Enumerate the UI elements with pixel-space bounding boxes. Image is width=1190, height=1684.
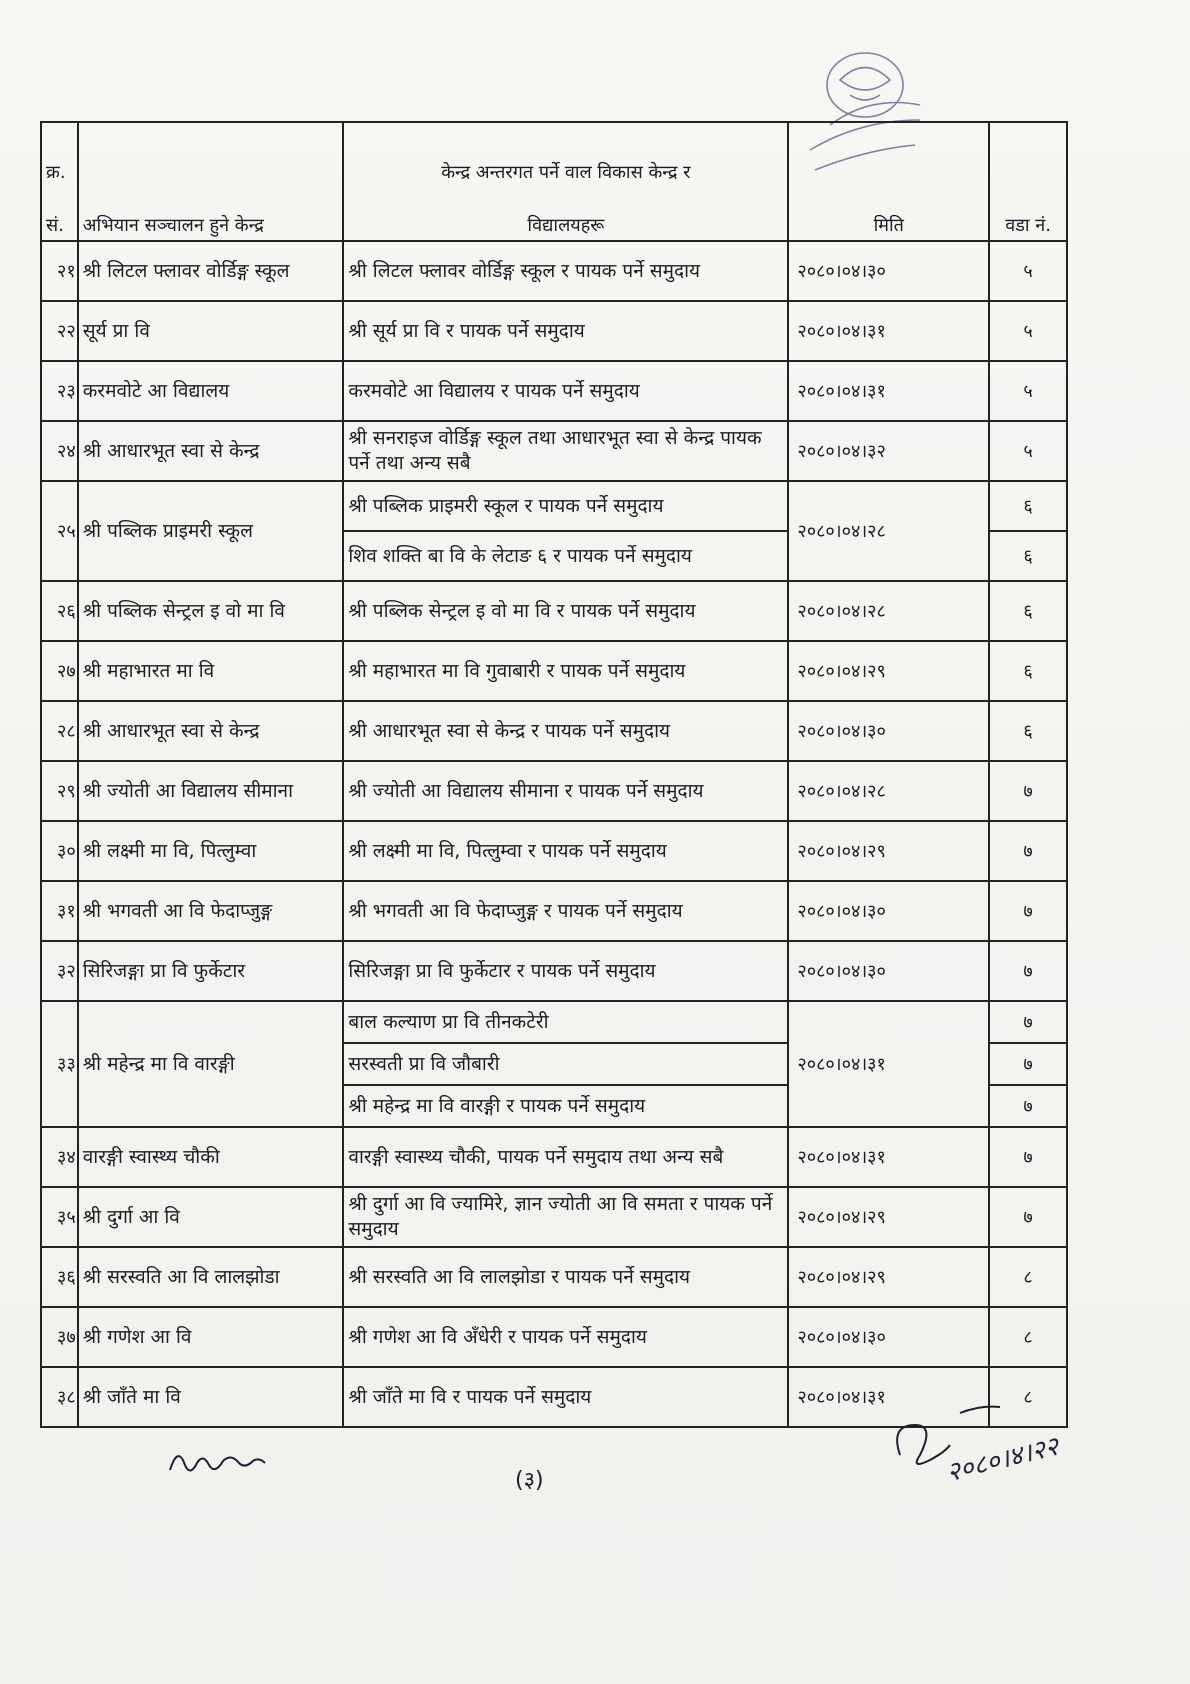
date-cell: २०८०।०४।३१ xyxy=(788,1127,989,1187)
table-row xyxy=(41,1187,1067,1247)
school-cell: सिरिजङ्गा प्रा वि फुर्केटार र पायक पर्ने समुदाय xyxy=(343,941,788,1001)
serial-cell: २३ xyxy=(41,361,78,421)
school-cell: श्री ज्योती आ विद्यालय सीमाना र पायक पर्ने समुदाय xyxy=(343,761,788,821)
center-cell: करमवोटे आ विद्यालय xyxy=(78,361,344,421)
table-row xyxy=(41,641,1067,701)
school-cell: शिव शक्ति बा वि के लेटाङ ६ र पायक पर्ने समुदाय xyxy=(343,531,788,581)
header-ward: वडा नं. xyxy=(989,122,1067,241)
header-center: अभियान सञ्चालन हुने केन्द्र xyxy=(78,122,344,241)
center-cell: श्री सरस्वति आ वि लालझोडा xyxy=(78,1247,344,1307)
center-cell: श्री पब्लिक सेन्ट्रल इ वो मा वि xyxy=(78,581,344,641)
table-row xyxy=(41,701,1067,761)
date-cell: २०८०।०४।३२ xyxy=(788,421,989,481)
table-row xyxy=(41,241,1067,301)
center-cell: श्री महेन्द्र मा वि वारङ्गी xyxy=(78,1001,344,1127)
school-cell: श्री सूर्य प्रा वि र पायक पर्ने समुदाय xyxy=(343,301,788,361)
date-cell: २०८०।०४।३० xyxy=(788,1307,989,1367)
school-cell: श्री पब्लिक प्राइमरी स्कूल र पायक पर्ने समुदाय xyxy=(343,481,788,531)
table-row xyxy=(41,761,1067,821)
center-cell: सिरिजङ्गा प्रा वि फुर्केटार xyxy=(78,941,344,1001)
ward-cell: ७ xyxy=(989,821,1067,881)
header-schools-top: केन्द्र अन्तरगत पर्ने वाल विकास केन्द्र र xyxy=(441,162,691,183)
ward-cell: ७ xyxy=(989,1001,1067,1043)
ward-cell: ७ xyxy=(989,1127,1067,1187)
header-schools-bottom: विद्यालयहरू xyxy=(527,215,605,236)
date-cell: २०८०।०४।३१ xyxy=(788,1001,989,1127)
school-cell: श्री गणेश आ वि अँधेरी र पायक पर्ने समुदाय xyxy=(343,1307,788,1367)
serial-cell: ३१ xyxy=(41,881,78,941)
serial-cell: २१ xyxy=(41,241,78,301)
table-row xyxy=(41,1001,1067,1043)
ward-cell: ७ xyxy=(989,1187,1067,1247)
table-row xyxy=(41,581,1067,641)
table-row xyxy=(41,881,1067,941)
date-cell: २०८०।०४।३० xyxy=(788,881,989,941)
table-row xyxy=(41,1247,1067,1307)
signature-date: २०८०।४।२२ xyxy=(943,1431,1062,1489)
campaign-table xyxy=(40,121,1068,1428)
center-cell: श्री महाभारत मा वि xyxy=(78,641,344,701)
serial-cell: ३३ xyxy=(41,1001,78,1127)
center-cell: श्री आधारभूत स्वा से केन्द्र xyxy=(78,701,344,761)
serial-cell: ३५ xyxy=(41,1187,78,1247)
date-cell: २०८०।०४।३१ xyxy=(788,301,989,361)
center-cell: श्री भगवती आ वि फेदाप्जुङ्ग xyxy=(78,881,344,941)
table-row xyxy=(41,821,1067,881)
table-row xyxy=(41,481,1067,531)
date-cell: २०८०।०४।३१ xyxy=(788,361,989,421)
serial-cell: ३० xyxy=(41,821,78,881)
school-cell: वारङ्गी स्वास्थ्य चौकी, पायक पर्ने समुदाय तथा अन्य सबै xyxy=(343,1127,788,1187)
school-cell: श्री आधारभूत स्वा से केन्द्र र पायक पर्ने समुदाय xyxy=(343,701,788,761)
school-cell: श्री सरस्वति आ वि लालझोडा र पायक पर्ने समुदाय xyxy=(343,1247,788,1307)
ward-cell: ५ xyxy=(989,301,1067,361)
serial-cell: २२ xyxy=(41,301,78,361)
school-cell: श्री लिटल फ्लावर वोर्डिङ्ग स्कूल र पायक पर्ने समुदाय xyxy=(343,241,788,301)
ward-cell: ७ xyxy=(989,941,1067,1001)
date-cell: २०८०।०४।३० xyxy=(788,241,989,301)
school-cell: श्री पब्लिक सेन्ट्रल इ वो मा वि र पायक पर्ने समुदाय xyxy=(343,581,788,641)
center-cell: वारङ्गी स्वास्थ्य चौकी xyxy=(78,1127,344,1187)
ward-cell: ७ xyxy=(989,881,1067,941)
serial-cell: ३६ xyxy=(41,1247,78,1307)
table-row xyxy=(41,941,1067,1001)
signature-left-icon xyxy=(165,1440,285,1490)
date-cell: २०८०।०४।२९ xyxy=(788,641,989,701)
center-cell: श्री लिटल फ्लावर वोर्डिङ्ग स्कूल xyxy=(78,241,344,301)
table-row xyxy=(41,301,1067,361)
date-cell: २०८०।०४।२९ xyxy=(788,821,989,881)
ward-cell: ५ xyxy=(989,241,1067,301)
table-row xyxy=(41,1307,1067,1367)
header-serial-bottom: सं. xyxy=(46,215,64,236)
ward-cell: ७ xyxy=(989,1085,1067,1127)
date-cell: २०८०।०४।२८ xyxy=(788,761,989,821)
serial-cell: २४ xyxy=(41,421,78,481)
ward-cell: ७ xyxy=(989,1043,1067,1085)
header-date: मिति xyxy=(788,122,989,241)
school-cell: श्री दुर्गा आ वि ज्यामिरे, ज्ञान ज्योती आ वि समता र पायक पर्ने समुदाय xyxy=(343,1187,788,1247)
header-serial-top: क्र. xyxy=(46,162,66,183)
school-cell: श्री सनराइज वोर्डिङ्ग स्कूल तथा आधारभूत स्वा से केन्द्र पायक पर्ने तथा अन्य सबै xyxy=(343,421,788,481)
ward-cell: ७ xyxy=(989,761,1067,821)
center-cell: श्री ज्योती आ विद्यालय सीमाना xyxy=(78,761,344,821)
ward-cell: ५ xyxy=(989,421,1067,481)
serial-cell: ३२ xyxy=(41,941,78,1001)
school-cell: श्री भगवती आ वि फेदाप्जुङ्ग र पायक पर्ने समुदाय xyxy=(343,881,788,941)
ward-cell: ५ xyxy=(989,361,1067,421)
school-cell: सरस्वती प्रा वि जौबारी xyxy=(343,1043,788,1085)
table-row xyxy=(41,421,1067,481)
serial-cell: २७ xyxy=(41,641,78,701)
date-cell: २०८०।०४।३१ xyxy=(788,1367,989,1427)
date-cell: २०८०।०४।२९ xyxy=(788,1247,989,1307)
serial-cell: ३८ xyxy=(41,1367,78,1427)
center-cell: श्री दुर्गा आ वि xyxy=(78,1187,344,1247)
school-cell: बाल कल्याण प्रा वि तीनकटेरी xyxy=(343,1001,788,1043)
serial-cell: ३४ xyxy=(41,1127,78,1187)
date-cell: २०८०।०४।२८ xyxy=(788,581,989,641)
school-cell: श्री महाभारत मा वि गुवाबारी र पायक पर्ने समुदाय xyxy=(343,641,788,701)
date-cell: २०८०।०४।३० xyxy=(788,941,989,1001)
school-cell: करमवोटे आ विद्यालय र पायक पर्ने समुदाय xyxy=(343,361,788,421)
ward-cell: ८ xyxy=(989,1307,1067,1367)
date-cell: २०८०।०४।३० xyxy=(788,701,989,761)
ward-cell: ६ xyxy=(989,481,1067,531)
serial-cell: २८ xyxy=(41,701,78,761)
school-cell: श्री जाँते मा वि र पायक पर्ने समुदाय xyxy=(343,1367,788,1427)
center-cell: श्री गणेश आ वि xyxy=(78,1307,344,1367)
page-number: (३) xyxy=(515,1468,544,1493)
center-cell: श्री पब्लिक प्राइमरी स्कूल xyxy=(78,481,344,581)
serial-cell: २५ xyxy=(41,481,78,581)
center-cell: श्री लक्ष्मी मा वि, पित्लुम्वा xyxy=(78,821,344,881)
serial-cell: २६ xyxy=(41,581,78,641)
date-cell: २०८०।०४।२८ xyxy=(788,481,989,581)
table-header-row xyxy=(41,122,1067,241)
ward-cell: ६ xyxy=(989,581,1067,641)
ward-cell: ६ xyxy=(989,701,1067,761)
header-serial xyxy=(41,122,78,241)
serial-cell: २९ xyxy=(41,761,78,821)
school-cell: श्री महेन्द्र मा वि वारङ्गी र पायक पर्ने समुदाय xyxy=(343,1085,788,1127)
center-cell: श्री जाँते मा वि xyxy=(78,1367,344,1427)
center-cell: सूर्य प्रा वि xyxy=(78,301,344,361)
table-row xyxy=(41,361,1067,421)
table-row xyxy=(41,1127,1067,1187)
date-cell: २०८०।०४।२९ xyxy=(788,1187,989,1247)
header-schools xyxy=(343,122,788,241)
serial-cell: ३७ xyxy=(41,1307,78,1367)
ward-cell: ८ xyxy=(989,1247,1067,1307)
ward-cell: ८ xyxy=(989,1367,1067,1427)
center-cell: श्री आधारभूत स्वा से केन्द्र xyxy=(78,421,344,481)
ward-cell: ६ xyxy=(989,641,1067,701)
school-cell: श्री लक्ष्मी मा वि, पित्लुम्वा र पायक पर्ने समुदाय xyxy=(343,821,788,881)
ward-cell: ६ xyxy=(989,531,1067,581)
